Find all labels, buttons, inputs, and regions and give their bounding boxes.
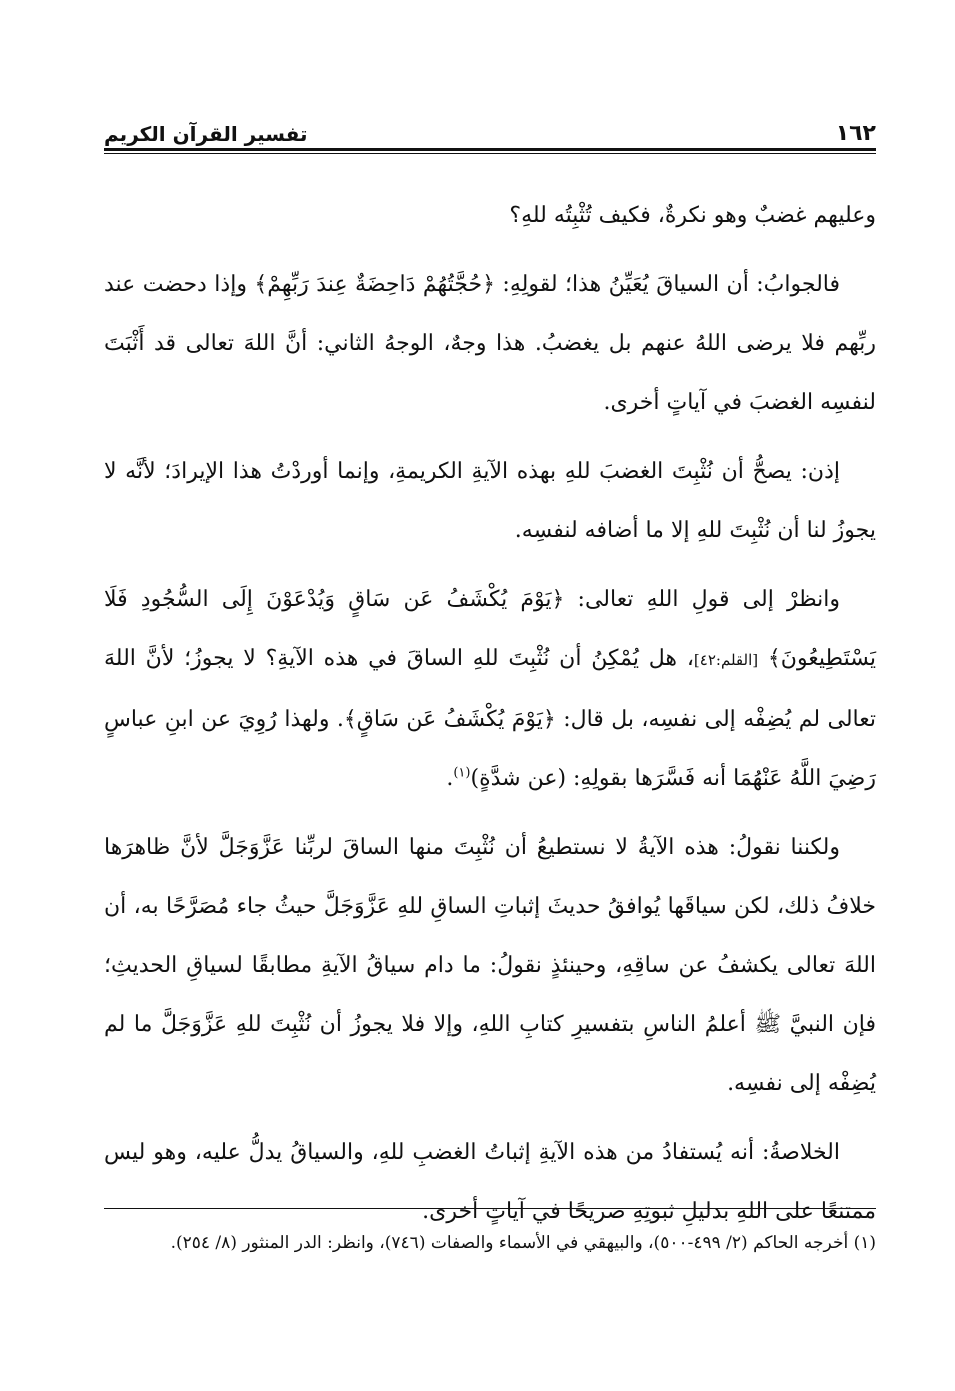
footnote-divider — [104, 1208, 876, 1209]
paragraph-4-end: . — [446, 766, 454, 791]
header-divider-thin — [104, 153, 876, 154]
header-divider — [104, 148, 876, 151]
paragraph-5: ولكننا نقولُ: هذه الآيةُ لا نستطيعُ أن نُثْبِتَ منها الساقَ لربِّنا عَزَّوَجَلَّ لأنَّ ظاهرَها خلافُ ذلك، لكن سياقَها يُوافقُ حديثَ إثباتِ الساقِ للهِ عَزَّوَجَلَّ حيثُ جاء مُصَرَّحًا به، أن اللهَ تعالى يكشفُ عن ساقِهِ، وحينئذٍ نقولُ: ما دام سياقُ الآيةِ مطابقًا لسياقِ الحديثِ؛ فإن النبيَّ ﷺ أعلمُ الناسِ بتفسيرِ كتابِ اللهِ، وإلا فلا يجوزُ أن نُثْبِتَ للهِ عَزَّوَجَلَّ ما لم يُضِفْه إلى نفسِه. — [104, 835, 876, 1096]
paragraph-3: إذن: يصحُّ أن نُثْبِتَ الغضبَ للهِ بهذه الآيةِ الكريمةِ، وإنما أوردْتُ هذا الإيرادَ؛ لأنَّه لا يجوزُ لنا أن نُثْبِتَ للهِ إلا ما أضافه لنفسِه. — [104, 459, 876, 543]
page-number: ١٦٢ — [835, 121, 876, 146]
page-header — [104, 112, 876, 146]
main-text — [104, 186, 876, 1251]
paragraph-4-verse: وانظرْ إلى قولِ اللهِ تعالى: ﴿يَوْمَ يُكْشَفُ عَن سَاقٍ وَيُدْعَوْنَ إِلَى السُّجُودِ فَلَا يَسْتَطِيعُونَ﴾ — [104, 587, 876, 671]
paragraph-1: وعليهم غضبٌ وهو نكرةٌ، فكيف تُثْبِتُه للهِ؟ — [509, 203, 876, 228]
footnote-marker: (١) — [453, 765, 471, 781]
paragraph-6: الخلاصةُ: أنه يُستفادُ من هذه الآيةِ إثباتُ الغضبِ للهِ، والسياقُ يدلُّ عليه، وهو ليس ممتنعًا على اللهِ بدليلِ ثبوتِهِ صريحًا في آياتٍ أخرى. — [104, 1140, 876, 1224]
footnote-1: (١) أخرجه الحاكم (٢/ ٤٩٩-٥٠٠)، والبيهقي في الأسماء والصفات (٧٤٦)، وانظر: الدر المنثور (٨/ ٢٥٤). — [170, 1233, 876, 1253]
footnote-section — [104, 1226, 876, 1260]
paragraph-2: فالجوابُ: أن السياقَ يُعَيِّنُ هذا؛ لقولِهِ: ﴿حُجَّتُهُمْ دَاحِضَةٌ عِندَ رَبِّهِمْ﴾ وإذا دحضت عند ربِّهم فلا يرضى اللهُ عنهم بل يغضبُ. هذا وجهٌ، الوجهُ الثاني: أنَّ اللهَ تعالى قد أَثْبَتَ لنفسِه الغضبَ في آياتٍ أخرى. — [104, 272, 876, 415]
paragraph-4 — [104, 570, 876, 808]
surah-reference: [القلم:٤٢] — [693, 651, 759, 669]
paragraph-4-body: ، هل يُمْكِنُ أن نُثْبِتَ للهِ الساقَ في هذه الآيةِ؟ لا يجوزُ؛ لأنَّ اللهَ تعالى لم يُضِفْه إلى نفسِه، بل قال: ﴿يَوْمَ يُكْشَفُ عَن سَاقٍ﴾. ولهذا رُوِيَ عن ابنِ عباسٍ رَضِيَ اللَّهُ عَنْهُمَا أنه فَسَّرَها بقولِهِ: (عن شدَّةٍ) — [104, 646, 876, 791]
book-title: تفسير القرآن الكريم — [104, 122, 308, 146]
